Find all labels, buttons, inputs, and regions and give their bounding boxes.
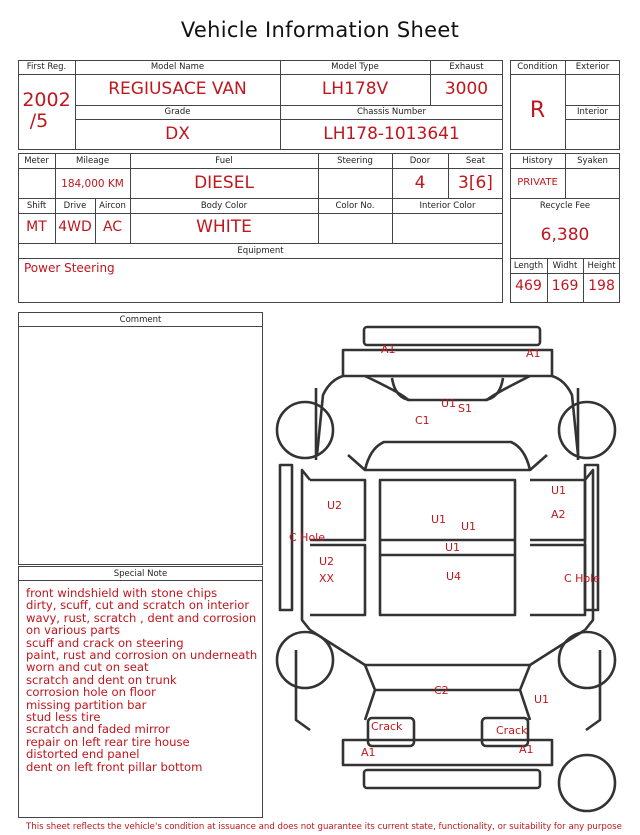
special-note-label: Special Note [113,569,168,579]
model-type: LH178V [321,79,389,99]
damage-mark: S1 [458,402,472,415]
damage-marks [289,343,600,759]
seat-label: Seat [465,156,486,166]
recycle-fee: 6,380 [540,225,590,245]
shift: MT [26,219,47,235]
damage-mark: U1 [441,397,457,410]
aircon: AC [102,219,123,235]
history-label: History [522,156,553,166]
fuel-label: Fuel [215,156,233,166]
note-item: distorted end panel [26,747,140,762]
drive-label: Drive [63,201,87,211]
seat: 3[6] [458,173,493,193]
damage-mark: C1 [415,414,430,427]
mileage-label: Mileage [75,156,110,166]
note-item: corrosion hole on floor [26,685,156,700]
drive: 4WD [58,219,92,235]
door: 4 [414,173,426,193]
damage-mark: A1 [526,347,541,360]
exterior-label: Exterior [575,62,610,72]
note-item: dent on left front pillar bottom [26,759,203,774]
syaken-label: Syaken [577,156,608,166]
interior-color-label: Interior Color [419,201,476,211]
note-item: scratch and faded mirror [26,722,170,737]
meter-label: Meter [24,156,49,166]
first-reg-month: /5 [29,110,49,132]
door-label: Door [409,156,431,166]
comment-box [18,312,263,565]
color-no-label: Color No. [335,201,375,211]
special-note-list [26,587,262,773]
note-item: wavy, rust, scratch , dent and corrosion on various parts [26,610,257,638]
damage-mark: A2 [551,508,566,521]
damage-mark: C2 [434,684,449,697]
mileage: 184,000 KM [61,178,124,190]
comment-label: Comment [119,315,162,325]
note-item: dirty, scuff, cut and scratch on interior [26,598,250,613]
damage-mark: C Hole [564,572,601,585]
chassis-label: Chassis Number [356,107,427,117]
width-label: Widht [552,261,578,271]
note-item: stud less tire [26,710,101,725]
first-reg-year: 2002 [22,89,71,111]
height: 198 [588,278,615,294]
damage-mark: C Hole [289,531,326,544]
exhaust: 3000 [444,79,489,99]
chassis-number: LH178-1013641 [323,124,460,144]
disclaimer-footer: This sheet reflects the vehicle's condition at issuance and does not guarantee its current state, functionality, or suitability for any purpose [26,822,622,832]
damage-mark: U1 [551,484,567,497]
damage-mark: A1 [519,743,534,756]
damage-mark: U1 [534,693,550,706]
note-item: worn and cut on seat [26,660,149,675]
steering-label: Steering [337,156,373,166]
page-title: Vehicle Information Sheet [180,18,460,42]
note-item: repair on left rear tire house [26,734,190,749]
shift-label: Shift [26,201,47,211]
grade: DX [165,124,190,144]
damage-mark: U1 [431,513,447,526]
body-color-label: Body Color [200,201,248,211]
model-name: REGIUSACE VAN [108,79,247,99]
damage-mark: Crack [371,720,403,733]
exhaust-label: Exhaust [449,62,484,72]
model-name-label: Model Name [150,62,205,72]
length-label: Length [513,261,544,271]
body-color: WHITE [196,217,252,237]
damage-mark: Crack [496,724,528,737]
note-item: scuff and crack on steering [26,635,184,650]
first-reg-label: First Reg. [26,62,67,72]
damage-mark: U2 [319,555,335,568]
damage-mark: A1 [381,343,396,356]
damage-mark: U1 [445,541,461,554]
fuel: DIESEL [194,173,254,193]
equipment-label: Equipment [237,246,284,256]
note-item: missing partition bar [26,697,147,712]
model-type-label: Model Type [331,62,379,72]
history: PRIVATE [517,177,558,188]
damage-mark: A1 [361,746,376,759]
note-item: scratch and dent on trunk [26,672,177,687]
grade-label: Grade [164,107,191,117]
vehicle-damage-diagram [270,320,640,820]
height-label: Height [587,261,616,271]
recycle-fee-label: Recycle Fee [539,201,591,211]
interior-label: Interior [576,107,608,117]
condition-label: Condition [517,62,558,72]
aircon-label: Aircon [99,201,126,211]
note-item: front windshield with stone chips [26,586,218,600]
width: 169 [551,278,579,294]
damage-mark: U2 [327,499,343,512]
note-item: paint, rust and corrosion on underneath [26,648,258,663]
damage-mark: XX [319,572,335,585]
condition-grade: R [529,98,546,123]
length: 469 [515,278,542,294]
equipment: Power Steering [24,261,115,275]
damage-mark: U1 [461,520,477,533]
damage-mark: U4 [446,570,462,583]
